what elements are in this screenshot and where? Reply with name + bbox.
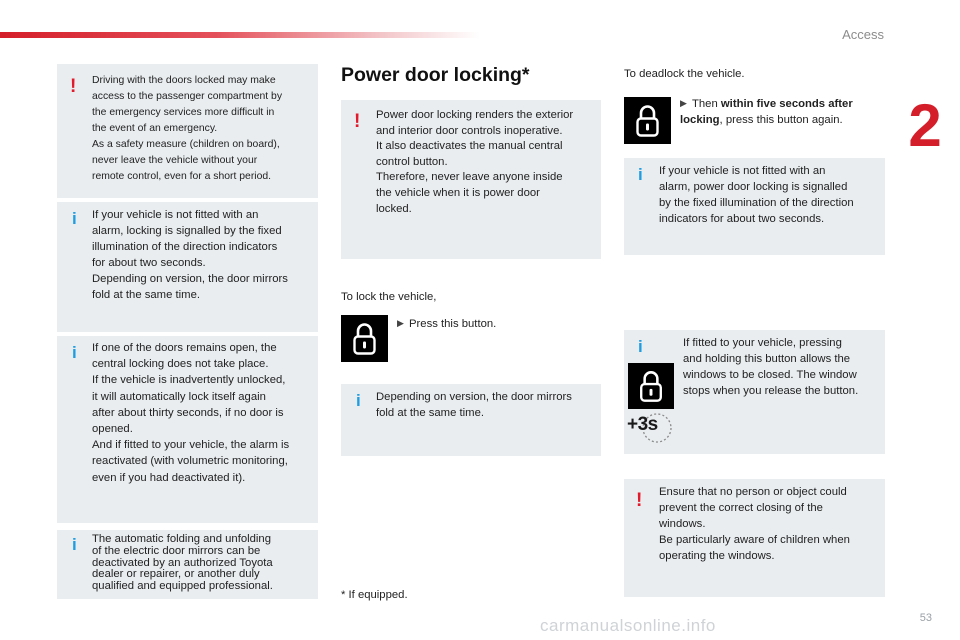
text-line: stops when you release the button. — [683, 385, 859, 397]
text-line: Depending on version, the door mirrors — [376, 391, 572, 403]
left-info-3-text — [92, 534, 314, 593]
text-line: Power door locking renders the exterior — [376, 109, 574, 121]
section-title: Access — [842, 27, 884, 42]
text-line: qualified and equipped professional. — [92, 580, 273, 593]
text-line: If one of the doors remains open, the — [92, 342, 277, 354]
middle-warning-box — [341, 100, 601, 259]
text-line: even if you had deactivated it). — [92, 471, 246, 484]
text-line: Depending on version, the door mirrors — [92, 273, 288, 285]
text-line: fold at the same time. — [92, 289, 200, 301]
deadlock-button[interactable] — [624, 97, 671, 144]
info-i-icon: i — [72, 343, 77, 362]
lock-icon — [341, 315, 388, 362]
text-line: and holding this button allows the — [683, 353, 851, 365]
text-line: for about two seconds. — [92, 257, 206, 269]
text-line: locked. — [376, 202, 412, 215]
text-line: Driving with the doors locked may make — [92, 75, 276, 86]
left-warning-box — [57, 64, 318, 198]
section-heading: Power door locking* — [341, 64, 530, 86]
warning-exclamation-icon: ! — [354, 111, 361, 132]
middle-info-text — [376, 389, 598, 421]
right-warning-text — [659, 484, 881, 564]
text-line: by the fixed illumination of the direction — [659, 197, 854, 209]
text-line: deactivated by an authorized Toyota — [92, 556, 273, 569]
text-line: prevent the correct closing of the — [659, 502, 823, 514]
watermark: carmanualsonline.info — [540, 616, 716, 635]
text-line: Be particularly aware of children when — [659, 534, 850, 546]
deadlock-step — [680, 96, 885, 128]
text-line: Therefore, never leave anyone inside — [376, 171, 563, 184]
text-line: It also deactivates the manual central — [376, 140, 563, 153]
text-line: alarm, power door locking is signalled — [659, 181, 848, 193]
right-info-box-1 — [624, 158, 885, 255]
text-line: windows to be closed. The window — [683, 369, 857, 381]
text-line: access to the passenger compartment by — [92, 91, 283, 102]
chapter-number: 2 — [908, 92, 942, 159]
deadlock-intro: To deadlock the vehicle. — [624, 68, 745, 80]
text-line: the emergency services more difficult in — [92, 107, 275, 118]
text-line: fold at the same time. — [376, 407, 484, 419]
middle-info-box — [341, 384, 601, 456]
arrow-right-icon: ▶ — [680, 98, 687, 108]
lock-step — [397, 316, 496, 333]
text-line: and interior door controls inoperative. — [376, 124, 563, 137]
deadlock-step-prefix: Then — [692, 98, 721, 110]
right-info-2-text — [683, 335, 883, 399]
arrow-right-icon: ▶ — [397, 318, 404, 328]
text-line: illumination of the direction indicators — [92, 241, 278, 253]
text-line: If the vehicle is inadvertently unlocked, — [92, 374, 286, 387]
left-info-box-2 — [57, 336, 318, 523]
left-warning-text — [92, 73, 314, 185]
info-i-icon: i — [72, 535, 77, 554]
lock-icon — [628, 363, 674, 409]
text-line: windows. — [659, 518, 706, 530]
text-line: it will automatically lock itself again — [92, 390, 266, 403]
left-info-box-3 — [57, 530, 318, 599]
lock-button[interactable] — [341, 315, 388, 362]
text-line: Ensure that no person or object could — [659, 486, 847, 498]
info-i-icon: i — [638, 337, 643, 356]
text-line: opened. — [92, 423, 133, 436]
right-info-box-2 — [624, 330, 885, 454]
text-line: As a safety measure (children on board), — [92, 139, 280, 150]
right-info-1-text — [659, 163, 881, 227]
text-line: of the electric door mirrors can be — [92, 544, 261, 557]
info-i-icon: i — [72, 209, 77, 228]
text-line: If your vehicle is not fitted with an — [659, 165, 826, 177]
left-info-2-text — [92, 340, 314, 486]
text-line: dealer or repairer, or another duly — [92, 568, 260, 581]
text-line: remote control, even for a short period. — [92, 171, 272, 182]
deadlock-step-suffix: , press this button again. — [719, 113, 843, 126]
info-i-icon: i — [638, 165, 643, 184]
deadlock-step-bold: within five seconds after locking — [680, 98, 853, 126]
warning-exclamation-icon: ! — [636, 490, 643, 511]
text-line: And if fitted to your vehicle, the alarm is — [92, 439, 290, 452]
text-line: control button. — [376, 155, 448, 168]
lock-icon — [624, 97, 671, 144]
text-line: the vehicle when it is power door — [376, 186, 540, 199]
page-number: 53 — [919, 612, 932, 624]
text-line: alarm, locking is signalled by the fixed — [92, 225, 282, 237]
text-line: reactivated (with volumetric monitoring, — [92, 455, 288, 468]
hold-timer-label: +3s — [627, 414, 658, 435]
text-line: If fitted to your vehicle, pressing — [683, 337, 842, 349]
text-line: If your vehicle is not fitted with an — [92, 209, 259, 221]
text-line: never leave the vehicle without your — [92, 155, 258, 166]
text-line: central locking does not take place. — [92, 358, 269, 371]
right-warning-box — [624, 479, 885, 597]
text-line: operating the windows. — [659, 550, 775, 562]
header-accent-bar — [0, 32, 480, 38]
window-close-lock-button[interactable] — [628, 363, 674, 409]
text-line: indicators for about two seconds. — [659, 213, 825, 225]
info-i-icon: i — [356, 391, 361, 410]
text-line: the event of an emergency. — [92, 123, 218, 134]
warning-exclamation-icon: ! — [70, 76, 77, 97]
middle-warning-text — [376, 108, 598, 217]
text-line: after about thirty seconds, if no door is — [92, 406, 284, 419]
lock-step-text: Press this button. — [409, 318, 497, 330]
left-info-box-1 — [57, 202, 318, 332]
text-line: The automatic folding and unfolding — [92, 533, 271, 545]
hold-timer-icon — [626, 410, 676, 446]
lock-intro: To lock the vehicle, — [341, 291, 437, 303]
footnote: * If equipped. — [341, 589, 408, 601]
left-info-1-text — [92, 207, 314, 303]
